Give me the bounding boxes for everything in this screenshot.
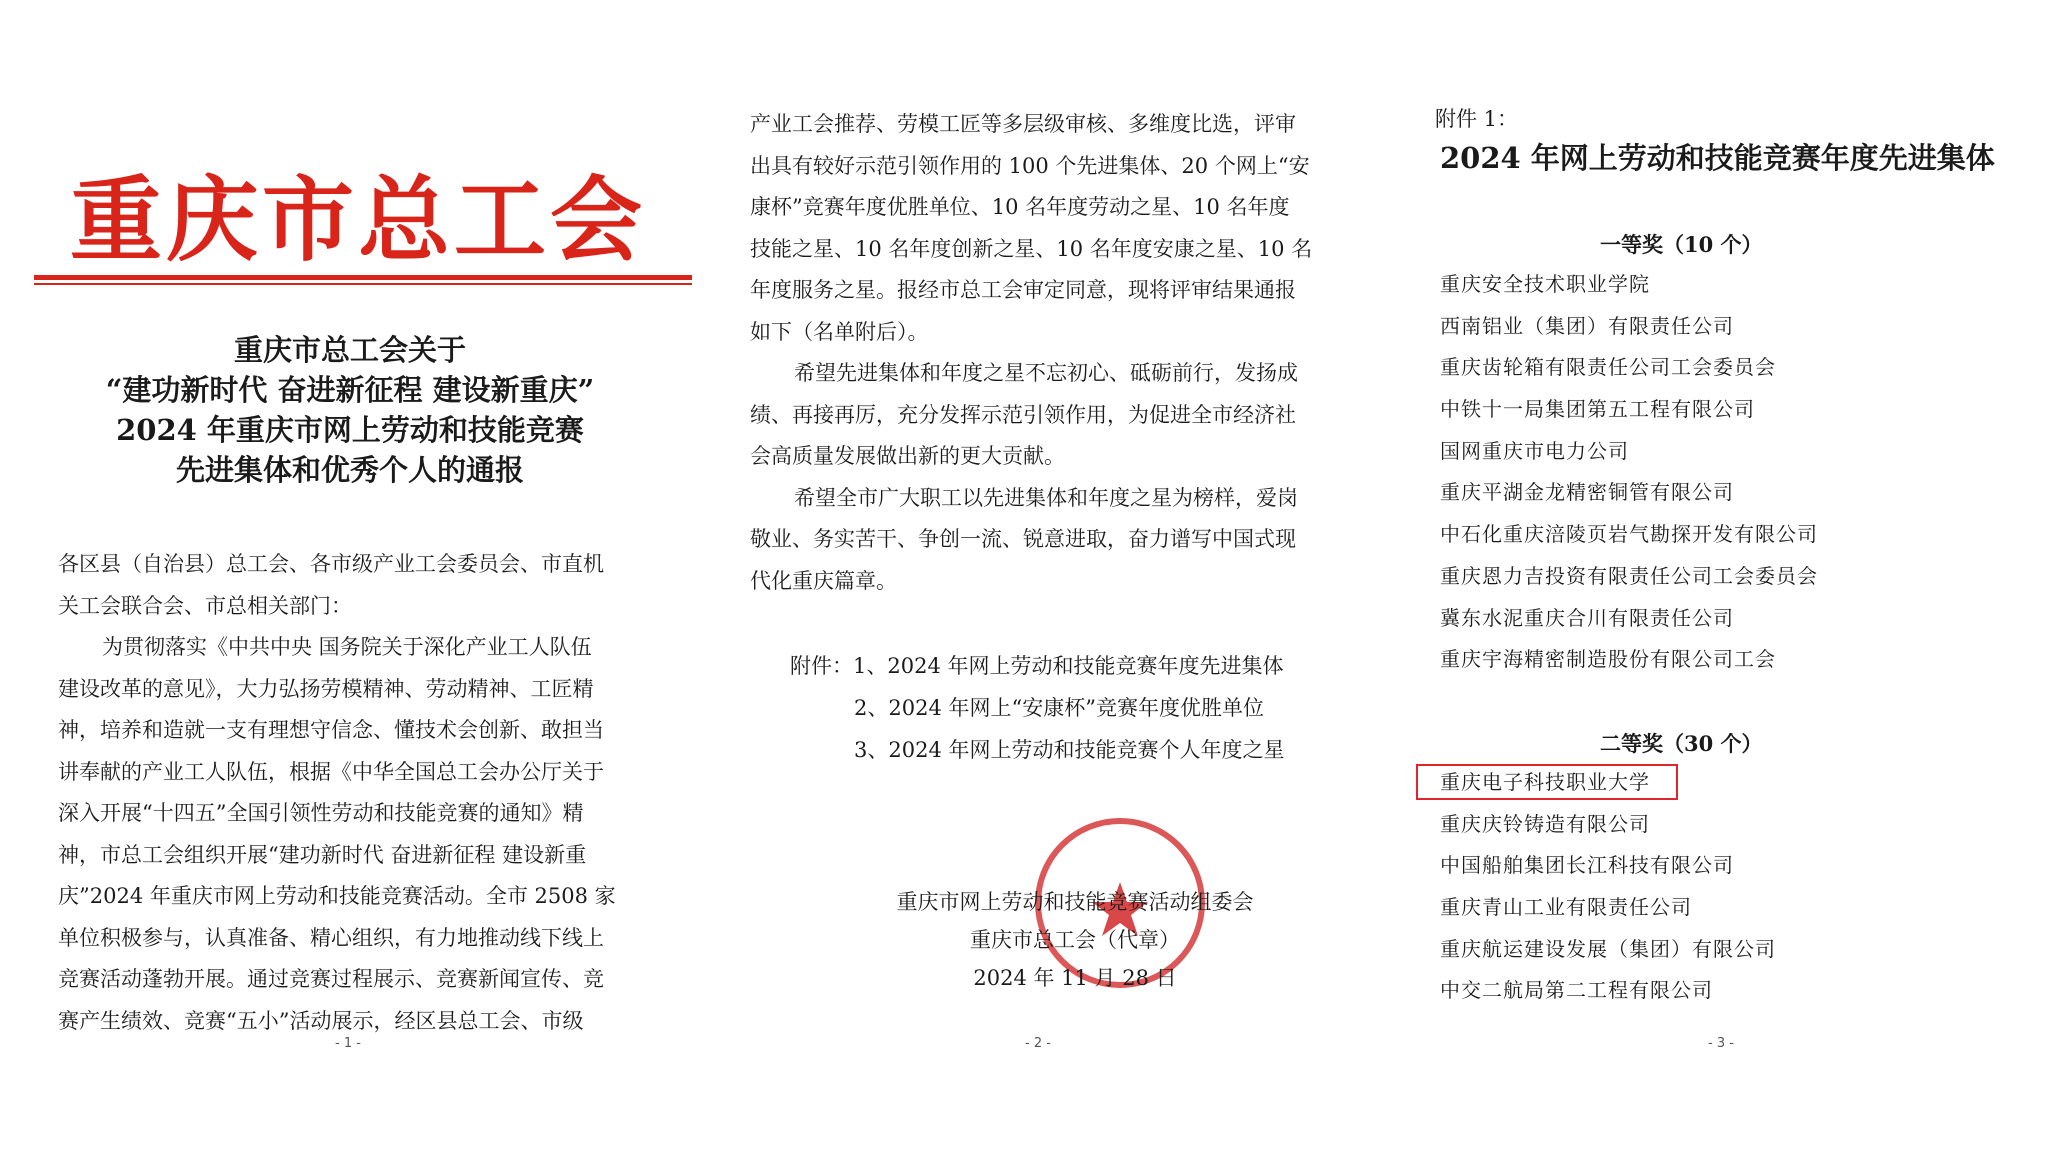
list-item: 重庆安全技术职业学院 — [1440, 272, 1650, 296]
page-number: - 1 - — [335, 1036, 361, 1051]
page-number: - 2 - — [1025, 1036, 1051, 1051]
body-line: 代化重庆篇章。 — [750, 568, 897, 593]
letterhead-title: 重庆市总工会 — [70, 166, 647, 274]
list-item: 中交二航局第二工程有限公司 — [1440, 978, 1713, 1003]
body-line: 神，培养和造就一支有理想守信念、懂技术会创新、敢担当 — [58, 718, 604, 742]
letterhead-rule-thick — [34, 275, 692, 280]
body-line: 庆”2024 年重庆市网上劳动和技能竞赛活动。全市 2508 家 — [58, 884, 616, 908]
body-line: 神，市总工会组织开展“建功新时代 奋进新征程 建设新重 — [58, 842, 587, 867]
attachment-item: 3、2024 年网上劳动和技能竞赛个人年度之星 — [854, 738, 1285, 762]
attachments-list — [790, 645, 1284, 771]
body-line: 单位积极参与，认真准备、精心组织，有力地推动线下线上 — [58, 925, 604, 950]
second-prize-heading: 二等奖（30 个） — [1600, 731, 1763, 756]
body-line: 会高质量发展做出新的更大贡献。 — [750, 444, 1065, 468]
body-line: 希望先进集体和年度之星不忘初心、砥砺前行，发扬成 — [794, 361, 1298, 385]
attachment-title: 2024 年网上劳动和技能竞赛年度先进集体 — [1440, 141, 1995, 175]
list-item: 重庆平湖金龙精密铜管有限公司 — [1440, 480, 1734, 505]
letterhead-rule-thin — [34, 283, 692, 285]
notice-title — [60, 330, 640, 490]
notice-body — [58, 544, 638, 1042]
first-prize-list — [1440, 264, 1818, 681]
notice-title-line: 2024 年重庆市网上劳动和技能竞赛 — [116, 413, 584, 447]
body-line: 出具有较好示范引领作用的 100 个先进集体、20 个网上“安 — [750, 153, 1310, 178]
body-line: 深入开展“十四五”全国引领性劳动和技能竞赛的通知》精 — [58, 801, 584, 825]
notice-title-line: “建功新时代 奋进新征程 建设新重庆” — [105, 373, 595, 407]
attachment-label: 附件 1： — [1435, 107, 1519, 131]
attachment-item: 1、2024 年网上劳动和技能竞赛年度先进集体 — [853, 654, 1284, 678]
body-line: 赛产生绩效、竞赛“五小”活动展示，经区县总工会、市级 — [58, 1008, 584, 1033]
signature-date: 2024 年 11 月 28 日 — [973, 966, 1177, 990]
body-line: 竞赛活动蓬勃开展。通过竞赛过程展示、竞赛新闻宣传、竞 — [58, 967, 604, 991]
body-line: 绩、再接再厉，充分发挥示范引领作用，为促进全市经济社 — [750, 402, 1296, 427]
list-item: 冀东水泥重庆合川有限责任公司 — [1440, 605, 1734, 630]
body-line: 技能之星、10 名年度创新之星、10 名年度安康之星、10 名 — [750, 236, 1313, 261]
body-line: 希望全市广大职工以先进集体和年度之星为榜样，爱岗 — [794, 485, 1298, 510]
list-item: 重庆航运建设发展（集团）有限公司 — [1440, 936, 1776, 961]
body-line: 为贯彻落实《中共中央 国务院关于深化产业工人队伍 — [102, 635, 592, 659]
attachments-prefix: 附件： — [790, 654, 853, 678]
list-item: 重庆齿轮箱有限责任公司工会委员会 — [1440, 355, 1776, 380]
body-line: 产业工会推荐、劳模工匠等多层级审核、多维度比选，评审 — [750, 112, 1296, 136]
notice-title-line: 重庆市总工会关于 — [233, 333, 466, 367]
body-line: 各区县（自治县）总工会、各市级产业工会委员会、市直机 — [58, 552, 604, 576]
body-line: 如下（名单附后）。 — [750, 319, 929, 344]
list-item: 中石化重庆涪陵页岩气勘探开发有限公司 — [1440, 522, 1818, 547]
attachment-item: 2、2024 年网上“安康杯”竞赛年度优胜单位 — [854, 696, 1264, 720]
signature-org: 重庆市总工会（代章） — [970, 928, 1180, 952]
list-item-highlighted: 重庆电子科技职业大学 — [1440, 770, 1650, 794]
list-item: 中国船舶集团长江科技有限公司 — [1440, 853, 1734, 878]
body-line: 建设改革的意见》，大力弘扬劳模精神、劳动精神、工匠精 — [58, 676, 594, 701]
list-item: 重庆恩力吉投资有限责任公司工会委员会 — [1440, 563, 1818, 588]
notice-body-continued — [750, 104, 1330, 602]
document-page-2 — [700, 0, 1380, 1152]
list-item: 重庆庆铃铸造有限公司 — [1440, 811, 1650, 836]
list-item: 重庆宇海精密制造股份有限公司工会 — [1440, 647, 1776, 672]
signature-block — [875, 883, 1275, 997]
list-item: 国网重庆市电力公司 — [1440, 438, 1629, 463]
list-item: 西南铝业（集团）有限责任公司 — [1440, 313, 1734, 338]
body-line: 讲奉献的产业工人队伍，根据《中华全国总工会办公厅关于 — [58, 759, 604, 784]
body-line: 康杯”竞赛年度优胜单位、10 名年度劳动之星、10 名年度 — [750, 195, 1290, 219]
notice-title-line: 先进集体和优秀个人的通报 — [175, 453, 524, 487]
list-item: 重庆青山工业有限责任公司 — [1440, 895, 1692, 920]
body-line: 关工会联合会、市总相关部门： — [58, 593, 352, 618]
body-line: 敬业、务实苦干、争创一流、锐意进取，奋力谱写中国式现 — [750, 527, 1296, 551]
document-page-1 — [0, 0, 700, 1152]
body-line: 年度服务之星。报经市总工会审定同意，现将评审结果通报 — [750, 278, 1296, 302]
signature-committee: 重庆市网上劳动和技能竞赛活动组委会 — [896, 890, 1254, 914]
first-prize-heading: 一等奖（10 个） — [1600, 232, 1763, 257]
page-number: - 3 - — [1708, 1036, 1734, 1051]
document-page-3 — [1380, 0, 2048, 1152]
second-prize-list — [1440, 762, 1776, 1012]
list-item: 中铁十一局集团第五工程有限公司 — [1440, 397, 1755, 422]
